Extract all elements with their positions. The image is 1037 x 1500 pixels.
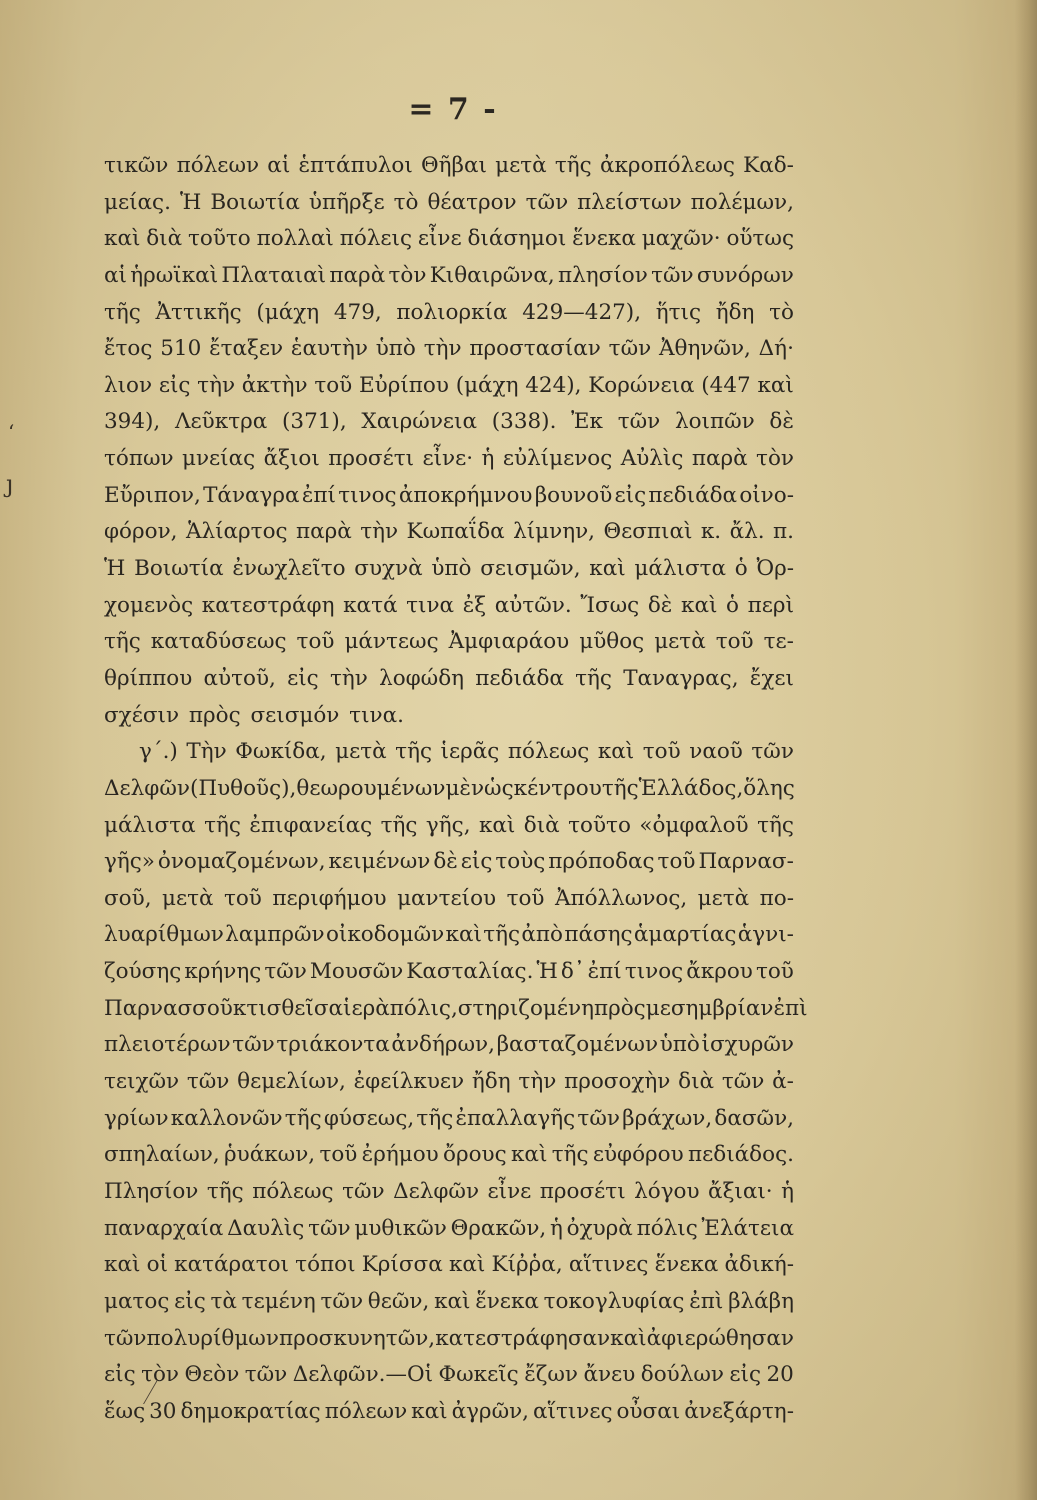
- text-line: καὶ οἱ κατάρατοι τόποι Κρίσσα καὶ Κίῤῥα, αἵτινες ἕνεκα ἀδική-: [104, 1252, 794, 1278]
- text-line: τόπων μνείας ἄξιοι προσέτι εἶνε· ἡ εὐλίμενος Αὐλὶς παρὰ τὸν: [104, 446, 794, 472]
- margin-tick-mark: ʻ: [8, 420, 15, 444]
- text-line: 394), Λεῦκτρα (371), Χαιρώνεια (338). Ἐκ τῶν λοιπῶν δὲ: [104, 409, 794, 435]
- text-line: τικῶν πόλεων αἱ ἑπτάπυλοι Θῆβαι μετὰ τῆς ἀκροπόλεως Καδ-: [104, 153, 794, 178]
- text-line: γ΄.) Τὴν Φωκίδα, μετὰ τῆς ἱερᾶς πόλεως καὶ τοῦ ναοῦ τῶν: [139, 739, 794, 765]
- text-line: γῆς» ὀνομαζομένων, κειμένων δὲ εἰς τοὺς πρόποδας τοῦ Παρνασ-: [104, 849, 794, 875]
- text-line: σπηλαίων, ῥυάκων, τοῦ ἐρήμου ὄρους καὶ τῆς εὐφόρου πεδιάδος.: [104, 1142, 794, 1168]
- text-line: τῆς καταδύσεως τοῦ μάντεως Ἀμφιαράου μῦθος μετὰ τοῦ τε-: [104, 629, 794, 655]
- text-line: καὶ διὰ τοῦτο πολλαὶ πόλεις εἶνε διάσημοι ἕνεκα μαχῶν· οὕτως: [104, 226, 794, 252]
- text-line: αἱ ἡρωϊκαὶ Πλαταιαὶ παρὰ τὸν Κιθαιρῶνα, πλησίον τῶν συνόρων: [104, 262, 794, 288]
- text-line: πλειοτέρων τῶν τριάκοντα ἀνδήρων, βασταζομένων ὑπὸ ἰσχυρῶν: [104, 1032, 794, 1058]
- margin-ink-mark: ȷ: [6, 470, 14, 498]
- text-line: λιον εἰς τὴν ἀκτὴν τοῦ Εὐρίπου (μάχη 424), Κορώνεια (447 καὶ: [104, 372, 794, 398]
- page-number: = 7 -: [408, 92, 498, 127]
- text-line: θρίππου αὐτοῦ, εἰς τὴν λοφώδη πεδιάδα τῆς Ταναγρας, ἔχει: [104, 665, 794, 691]
- text-line: τειχῶν τῶν θεμελίων, ἐφείλκυεν ἤδη τὴν προσοχὴν διὰ τῶν ἀ-: [104, 1069, 794, 1095]
- text-line: γρίων καλλονῶν τῆς φύσεως, τῆς ἐπαλλαγῆς τῶν βράχων, δασῶν,: [104, 1105, 794, 1131]
- text-line: ἔτος 510 ἔταξεν ἑαυτὴν ὑπὸ τὴν προστασίαν τῶν Ἀθηνῶν, Δή·: [104, 336, 794, 362]
- text-line: λυαρίθμων λαμπρῶν οἰκοδομῶν καὶ τῆς ἀπὸ πάσης ἁμαρτίας ἁγνι-: [104, 922, 794, 948]
- text-line: τῆς Ἀττικῆς (μάχη 479, πολιορκία 429—427), ἥτις ἤδη τὸ: [104, 299, 794, 325]
- text-line: Δελφῶν (Πυθοῦς), θεωρουμένων μὲν ὡς κέντρου τῆς Ἑλλάδος, ὅλης: [104, 775, 795, 801]
- text-line: ἕως 30 δημοκρατίας πόλεων καὶ ἀγρῶν, αἵτινες οὖσαι ἀνεξάρτη-: [104, 1398, 794, 1424]
- page-fold-shadow: [1015, 0, 1037, 1500]
- text-line: χομενὸς κατεστράφη κατά τινα ἐξ αὐτῶν. Ἴσως δὲ καὶ ὁ περὶ: [104, 592, 794, 618]
- text-line: Εὔριπον, Τάναγρα ἐπί τινος ἀποκρήμνου βουνοῦ εἰς πεδιάδα οἰνο-: [104, 482, 794, 508]
- text-line: φόρον, Ἁλίαρτος παρὰ τὴν Κωπαΐδα λίμνην, Θεσπιαὶ κ. ἄλ. π.: [104, 519, 794, 545]
- text-line: τῶν πολυρίθμων προσκυνητῶν, κατεστράφησαν καὶ ἀφιερώθησαν: [104, 1325, 794, 1351]
- text-line: σχέσιν πρὸς σεισμόν τινα.: [104, 702, 404, 728]
- text-line: σοῦ, μετὰ τοῦ περιφήμου μαντείου τοῦ Ἀπόλλωνος, μετὰ πο-: [104, 885, 794, 911]
- text-line: μείας. Ἡ Βοιωτία ὑπῆρξε τὸ θέατρον τῶν πλείστων πολέμων,: [104, 189, 794, 215]
- text-line: Ἡ Βοιωτία ἐνωχλεῖτο συχνὰ ὑπὸ σεισμῶν, καὶ μάλιστα ὁ Ὀρ-: [104, 556, 794, 582]
- text-line: μάλιστα τῆς ἐπιφανείας τῆς γῆς, καὶ διὰ τοῦτο «ὀμφαλοῦ τῆς: [104, 812, 794, 838]
- text-line: ζούσης κρήνης τῶν Μουσῶν Κασταλίας. Ἡ δ᾽ ἐπί τινος ἄκρου τοῦ: [104, 959, 794, 985]
- body-text: [104, 148, 808, 1430]
- text-line: ματος εἰς τὰ τεμένη τῶν θεῶν, καὶ ἕνεκα τοκογλυφίας ἐπὶ βλάβη: [104, 1288, 794, 1314]
- text-line: Πλησίον τῆς πόλεως τῶν Δελφῶν εἶνε προσέτι λόγου ἄξιαι· ἡ: [104, 1178, 794, 1204]
- text-line: Παρνασσοῦ κτισθεῖσα ἱερὰ πόλις, στηριζομένη πρὸς μεσημβρίαν ἐπὶ: [104, 995, 808, 1021]
- text-line: εἰς τὸν Θεὸν τῶν Δελφῶν.—Οἱ Φωκεῖς ἔζων ἄνευ δούλων εἰς 20: [104, 1362, 794, 1388]
- text-line: παναρχαία Δαυλὶς τῶν μυθικῶν Θρακῶν, ἡ ὀχυρὰ πόλις Ἐλάτεια: [104, 1215, 794, 1241]
